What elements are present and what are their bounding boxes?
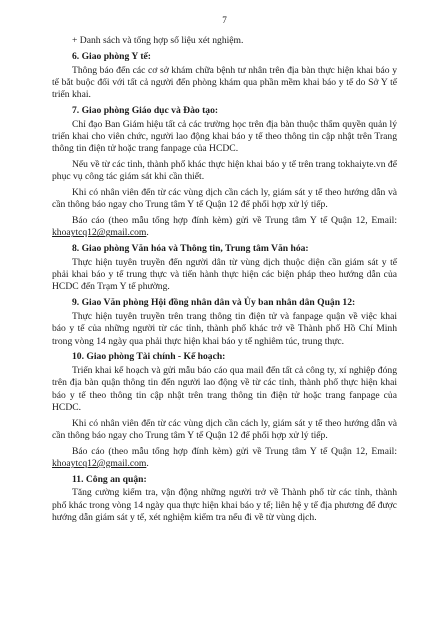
paragraph [52, 365, 397, 414]
paragraph-text: 9. Giao Văn phòng Hội đồng nhân dân và Ủy ban nhân dân Quận 12: [72, 297, 356, 309]
paragraph-text: Thực hiện tuyên truyền trên trang thông tin điện tử và fanpage quận về việc khai báo y tế của những người từ các tỉnh, thành phố khác trở về Thành phố Hồ Chí Minh trong vòng 14 ngày qua phải thực hiện khai báo y tế nghiêm túc, trung thực. [52, 310, 397, 347]
paragraph-text: Tăng cường kiểm tra, vận động những người trở về Thành phố từ các tỉnh, thành phố khác trong vòng 14 ngày qua thực hiện khai báo y tế; liên hệ y tế địa phương để được hướng dẫn giám sát y tế, xét nghiệm kiểm tra nếu đi về từ vùng dịch. [52, 487, 397, 523]
email-link[interactable]: khoaytcq12@gmail.com [52, 457, 147, 469]
paragraph-text: Khi có nhân viên đến từ các vùng dịch cần cách ly, giám sát y tế theo hướng dẫn và cần thông báo ngay cho Trung tâm Y tế Quận 12 để phối hợp xử lý tiếp. [52, 417, 397, 441]
paragraph [52, 418, 397, 443]
paragraph-text: + Danh sách và tổng hợp số liệu xét nghiệm. [72, 35, 244, 47]
paragraph [52, 215, 397, 240]
paragraph-text: Báo cáo (theo mẫu tổng hợp đính kèm) gửi về Trung tâm Y tế Quận 12, Email: [72, 445, 397, 457]
paragraph [52, 446, 397, 471]
paragraph-text: Báo cáo (theo mẫu tổng hợp đính kèm) gửi về Trung tâm Y tế Quận 12, Email: [72, 215, 397, 227]
paragraph [52, 65, 397, 102]
paragraph-text: 6. Giao phòng Y tế: [72, 50, 151, 62]
document-body [52, 35, 397, 524]
email-link[interactable]: khoaytcq12@gmail.com [52, 227, 147, 239]
paragraph [52, 119, 397, 156]
paragraph-text: Nếu về từ các tỉnh, thành phố khác thực hiện khai báo y tế trên trang tokhaiyte.vn để phục vụ công tác giám sát khi cần thiết. [52, 159, 397, 183]
trailing-punctuation: . [146, 457, 149, 469]
paragraph-text: Khi có nhân viên đến từ các vùng dịch cần cách ly, giám sát y tế theo hướng dẫn và cần thông báo ngay cho Trung tâm Y tế Quận 12 để phối hợp xử lý tiếp. [52, 187, 397, 211]
paragraph [52, 187, 397, 212]
paragraph [52, 35, 397, 47]
paragraph [52, 487, 397, 524]
paragraph-text: 10. Giao phòng Tài chính - Kế hoạch: [72, 351, 226, 363]
section-heading [52, 297, 397, 309]
trailing-punctuation: . [146, 227, 149, 239]
trailing-punctuation: : [143, 473, 147, 485]
paragraph-text: 8. Giao phòng Văn hóa và Thông tin, Trung tâm Văn hóa: [72, 243, 309, 255]
paragraph-text: Triển khai kế hoạch và gửi mẫu báo cáo qua mail đến tất cả công ty, xí nghiệp đóng trên địa bàn quận thông tin đến người lao động về từ các tỉnh, thành phố thực hiện khai báo y tế theo thông tin cập nhật trên trang thông tin điện tử hoặc trang fanpage của HCDC. [52, 365, 397, 413]
paragraph [52, 311, 397, 348]
section-heading [52, 474, 397, 486]
section-heading [52, 51, 397, 63]
paragraph-text: 11. Công an quận [72, 473, 144, 485]
page-number: 7 [222, 15, 227, 25]
section-heading [52, 243, 397, 255]
section-heading [52, 105, 397, 117]
paragraph-text: Thực hiện tuyên truyền đến người dân từ vùng dịch thuộc diện cần giám sát y tế phải khai báo y tế trung thực và tiến hành thực hiện các biện pháp theo hướng dẫn của HCDC đến Trạm Y tế phường. [52, 256, 397, 293]
section-heading [52, 351, 397, 363]
paragraph-text: 7. Giao phòng Giáo dục và Đào tạo: [72, 105, 219, 117]
paragraph-text: Thông báo đến các cơ sở khám chữa bệnh tư nhân trên địa bàn thực hiện khai báo y tế bắt buộc đối với tất cả người đến phòng khám qua phần mềm khai báo y tế do Sở Y tế triển khai. [52, 64, 397, 101]
paragraph-text: Chỉ đạo Ban Giám hiệu tất cả các trường học trên địa bàn thuộc thẩm quyền quản lý triển khai cho viên chức, người lao động khai báo y tế theo thông tin cập nhật trên Trang thông tin điện tử hoặc trang fanpage của HCDC. [52, 118, 397, 155]
paragraph [52, 159, 397, 184]
paragraph [52, 257, 397, 294]
